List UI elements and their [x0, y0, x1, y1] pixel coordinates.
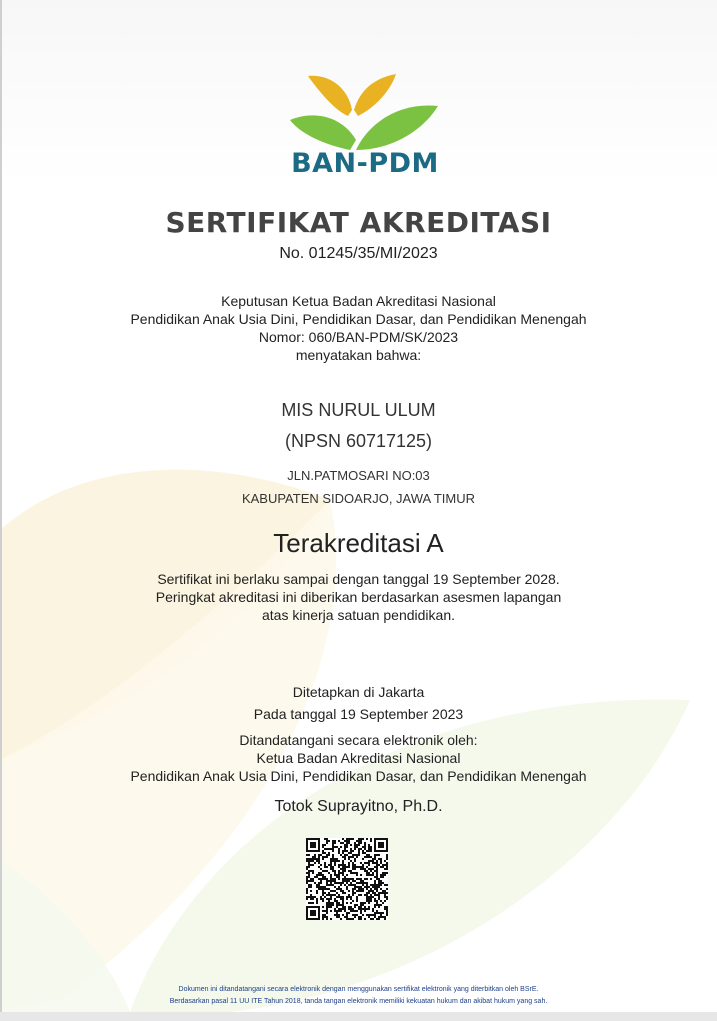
signature-line: Ketua Badan Akreditasi Nasional [256, 750, 461, 766]
school-npsn: (NPSN 60717125) [284, 431, 433, 451]
page-bottom-edge [0, 1012, 717, 1021]
ban-pdm-logo-text: BAN-PDM [291, 148, 439, 179]
decree-line: Pendidikan Anak Usia Dini, Pendidikan Dasar, dan Pendidikan Menengah [130, 311, 587, 327]
validity-line: Sertifikat ini berlaku sampai dengan tanggal 19 September 2028. [157, 571, 560, 587]
validity-line: Peringkat akreditasi ini diberikan berdasarkan asesmen lapangan [155, 589, 562, 605]
school-name: MIS NURUL ULUM [281, 400, 436, 420]
accreditation-status: Terakreditasi A [273, 528, 444, 558]
issuance-block [0, 681, 717, 725]
footer-line: Dokumen ini ditandatangani secara elektronik dengan menggunakan sertifikat elektronik yang diterbitkan oleh BSrE. [178, 986, 539, 993]
address-line: KABUPATEN SIDOARJO, JAWA TIMUR [241, 491, 476, 506]
decree-line: Keputusan Ketua Badan Akreditasi Nasional [221, 293, 496, 309]
page-left-edge [0, 0, 2, 1021]
certificate-title: SERTIFIKAT AKREDITASI [165, 206, 552, 239]
legal-footer [0, 984, 717, 1008]
issue-date: Pada tanggal 19 September 2023 [253, 706, 464, 722]
signature-line: Pendidikan Anak Usia Dini, Pendidikan Dasar, dan Pendidikan Menengah [130, 768, 587, 784]
validity-line: atas kinerja satuan pendidikan. [261, 607, 456, 623]
qr-code-icon [306, 838, 388, 920]
issue-place: Ditetapkan di Jakarta [292, 684, 425, 700]
decree-line: menyatakan bahwa: [295, 347, 422, 363]
decree-number: Nomor: 060/BAN-PDM/SK/2023 [258, 329, 459, 345]
footer-line: Berdasarkan pasal 11 UU ITE Tahun 2018, tanda tangan elektronik memiliki kekuatan hukum dan akibat hukum yang sah. [169, 998, 548, 1005]
address-line: JLN.PATMOSARI NO:03 [287, 468, 430, 483]
signer-name: Totok Suprayitno, Ph.D. [274, 798, 443, 815]
signature-line: Ditandatangani secara elektronik oleh: [239, 732, 478, 748]
decree-block [0, 292, 717, 364]
signature-block [0, 731, 717, 785]
school-address [0, 464, 717, 510]
validity-statement [0, 570, 717, 624]
certificate-number: No. 01245/35/MI/2023 [279, 245, 438, 262]
